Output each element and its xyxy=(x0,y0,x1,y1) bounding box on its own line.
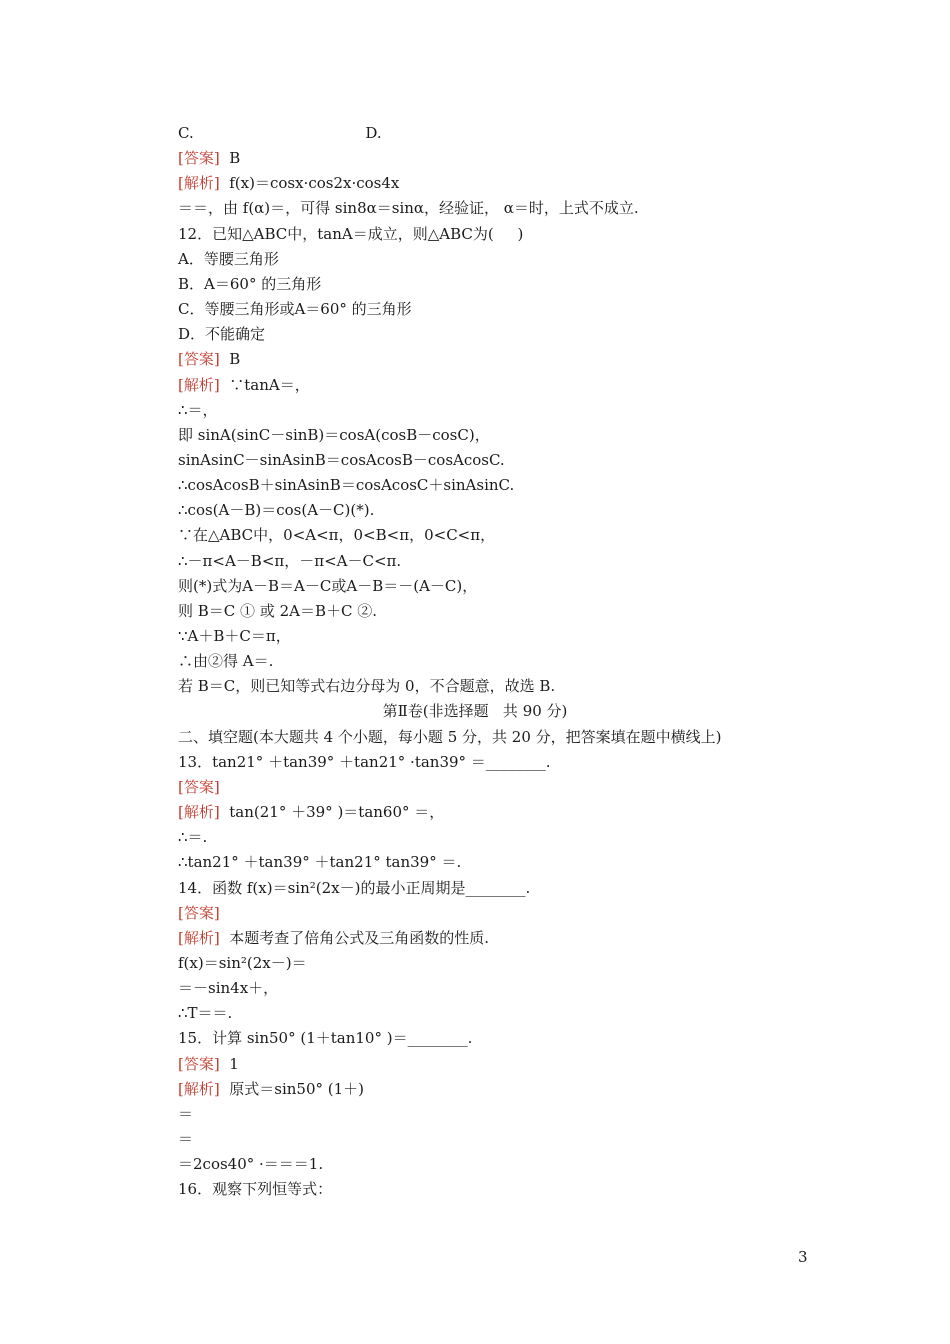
text-line xyxy=(178,551,401,571)
line-text: 12．已知△ABC中，tanA＝成立，则△ABC为( ) xyxy=(178,224,524,243)
answer-tag: [解析] xyxy=(178,803,220,822)
line-text: 则 B＝C ① 或 2A＝B＋C ②. xyxy=(178,601,377,620)
line-text: 本题考查了倍角公式及三角函数的性质. xyxy=(219,928,490,947)
text-line xyxy=(178,349,240,369)
section-heading xyxy=(0,701,950,721)
text-line xyxy=(178,148,240,168)
text-line xyxy=(178,953,307,973)
text-line xyxy=(178,903,220,923)
text-line xyxy=(178,274,321,294)
text-line xyxy=(178,978,278,998)
answer-tag: [答案] xyxy=(178,777,220,796)
line-text: ∴cos(A－B)＝cos(A－C)(*). xyxy=(178,501,375,520)
text-line xyxy=(178,525,495,545)
line-text: 原式＝sin50° (1＋) xyxy=(219,1079,365,1098)
text-line xyxy=(178,827,207,847)
text-line xyxy=(178,324,265,344)
text-line xyxy=(178,123,382,143)
text-line xyxy=(178,450,505,470)
line-text: A．等腰三角形 xyxy=(178,249,279,268)
text-line xyxy=(178,425,490,445)
line-text: 14．函数 f(x)＝sin²(2x－)的最小正周期是________. xyxy=(178,878,531,897)
answer-tag: [解析] xyxy=(178,1079,220,1098)
text-line xyxy=(178,224,523,244)
text-line xyxy=(178,198,639,218)
line-text: f(x)＝sin²(2x－)＝ xyxy=(178,953,307,972)
line-text: ∴＝， xyxy=(178,400,218,419)
line-text: ∴tan21° ＋tan39° ＋tan21° tan39° ＝. xyxy=(178,853,462,872)
text-line xyxy=(178,1028,472,1048)
text-line xyxy=(178,928,489,948)
text-line xyxy=(178,299,412,319)
text-line xyxy=(178,475,514,495)
line-text: 即 sinA(sinC－sinB)＝cosA(cosB－cosC)， xyxy=(178,425,490,444)
text-line xyxy=(178,1104,193,1124)
text-line xyxy=(178,1129,193,1149)
text-line xyxy=(178,878,530,898)
text-line xyxy=(178,727,722,747)
line-text: f(x)＝cosx·cos2x·cos4x xyxy=(219,174,400,193)
line-text: ＝ xyxy=(178,1104,194,1123)
text-line xyxy=(178,626,291,646)
line-text: ∴T＝＝. xyxy=(178,1004,233,1023)
line-text: ∵tanA＝， xyxy=(219,375,310,394)
line-text: ＝2cos40° ·＝＝＝1. xyxy=(178,1155,324,1174)
text-line xyxy=(178,1154,323,1174)
text-line xyxy=(178,375,310,395)
line-text: 16．观察下列恒等式： xyxy=(178,1180,333,1199)
answer-tag: [答案] xyxy=(178,903,220,922)
line-text: ＝ xyxy=(178,1130,194,1148)
line-text: ∴－π<A－B<π，－π<A－C<π. xyxy=(178,551,402,570)
line-text: ∴＝. xyxy=(178,828,208,847)
text-line xyxy=(178,173,399,193)
text-line xyxy=(178,1054,239,1074)
line-text: C．等腰三角形或A＝60° 的三角形 xyxy=(178,300,412,319)
line-text: ∵A＋B＋C＝π， xyxy=(178,627,291,645)
line-text: ∴由②得 A＝. xyxy=(178,652,274,671)
page-number: 3 xyxy=(798,1248,808,1266)
text-line xyxy=(178,576,477,596)
line-text: tan(21° ＋39° )＝tan60° ＝， xyxy=(219,803,445,822)
answer-tag: [解析] xyxy=(178,174,220,193)
text-line xyxy=(178,601,377,621)
line-text: 第Ⅱ卷(非选择题 共 90 分) xyxy=(382,702,568,721)
text-line xyxy=(178,1179,332,1199)
line-text: 1 xyxy=(219,1054,239,1073)
line-text: 则(*)式为A－B＝A－C或A－B＝－(A－C)， xyxy=(178,576,478,595)
line-text: ∵在△ABC中，0<A<π，0<B<π，0<C<π， xyxy=(178,526,496,545)
text-line xyxy=(178,852,461,872)
line-text: B xyxy=(219,149,241,168)
answer-tag: [解析] xyxy=(178,375,220,394)
line-text: D．不能确定 xyxy=(178,325,266,344)
text-line xyxy=(178,400,218,420)
text-line xyxy=(178,777,220,797)
text-line xyxy=(178,651,273,671)
line-text: ＝＝，由 f(α)＝，可得 sin8α＝sinα，经验证， α＝时，上式不成立. xyxy=(178,199,639,218)
answer-tag: [答案] xyxy=(178,149,220,168)
answer-tag: [答案] xyxy=(178,1054,220,1073)
line-text: C. D. xyxy=(178,124,382,142)
line-text: sinAsinC－sinAsinB＝cosAcosB－cosAcosC. xyxy=(178,450,505,469)
line-text: ＝－sin4x＋， xyxy=(178,979,279,998)
answer-tag: [答案] xyxy=(178,350,220,369)
text-line xyxy=(178,752,551,772)
line-text: 13．tan21° ＋tan39° ＋tan21° ·tan39° ＝________. xyxy=(178,752,551,771)
line-text: B．A＝60° 的三角形 xyxy=(178,274,322,293)
text-line xyxy=(178,249,279,269)
text-line xyxy=(178,1003,232,1023)
line-text: 若 B＝C，则已知等式右边分母为 0，不合题意，故选 B. xyxy=(178,677,556,696)
answer-tag: [解析] xyxy=(178,928,220,947)
text-line xyxy=(178,676,555,696)
text-line xyxy=(178,500,374,520)
line-text: B xyxy=(219,350,241,369)
line-text: ∴cosAcosB＋sinAsinB＝cosAcosC＋sinAsinC. xyxy=(178,476,515,495)
line-text: 二、填空题(本大题共 4 个小题，每小题 5 分，共 20 分，把答案填在题中横线上) xyxy=(178,727,722,746)
line-text: 15．计算 sin50° (1＋tan10° )＝________. xyxy=(178,1029,473,1048)
text-line xyxy=(178,802,444,822)
text-line xyxy=(178,1079,364,1099)
